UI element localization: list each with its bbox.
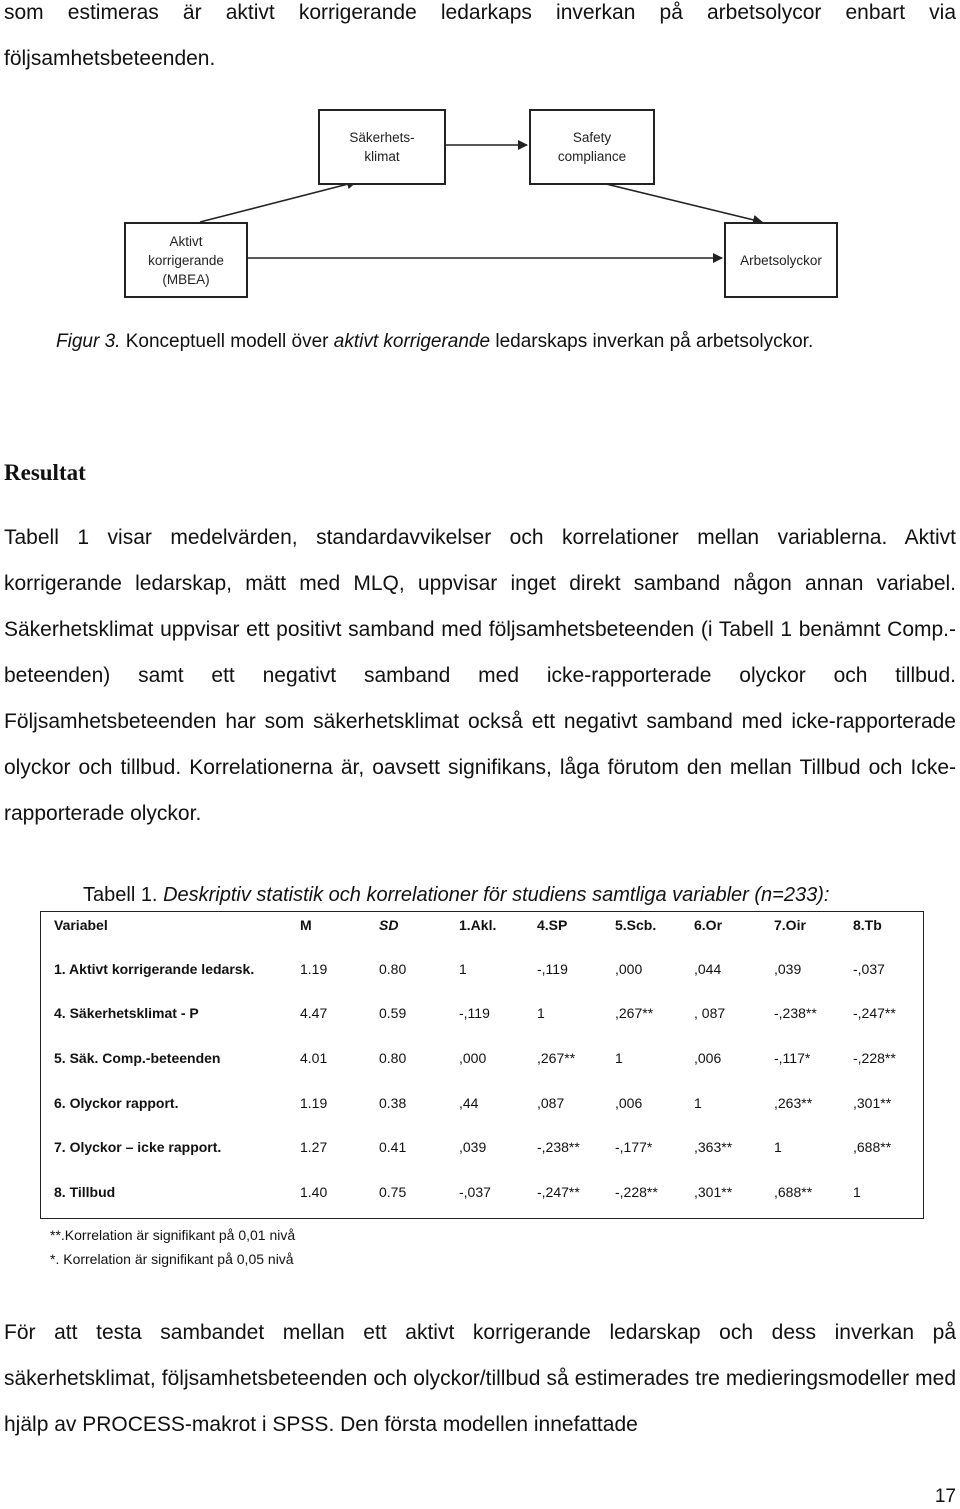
figure-caption [56,331,813,353]
table-cell: ,267** [615,1005,654,1021]
table-cell: ,044 [694,961,722,977]
figure-label: Figur 3. [56,331,121,352]
table-cell: ,006 [615,1095,643,1111]
table-cell: 1 [774,1139,782,1155]
caption-text-2: ledarskaps inverkan på arbetsolyckor. [490,331,814,352]
row-label-cell: 6. Olyckor rapport. [54,1095,179,1111]
table-cell: -,117* [774,1050,811,1066]
arrow-compliance-to-accidents [598,182,762,222]
results-paragraph: Tabell 1 visar medelvärden, standardavvikelser och korrelationer mellan variablerna. Aktivt korrigerande ledarskap, mätt med MLQ, uppvisar inget direkt samband någon annan variabel. Säkerhetsklimat uppvisar ett positivt samband med följsamhetsbeteenden (i Tabell 1 benämnt Comp.-beteenden) samt ett negativt samband med icke-rapporterade olyckor och tillbud. Följsamhetsbeteenden har som säkerhetsklimat också ett negativt samband med icke-rapporterade olyckor och tillbud. Korrelationerna är, oavsett signifikans, låga förutom den mellan Tillbud och Icke-rapporterade olyckor. [4,526,956,825]
header-cell: 8.Tb [853,917,882,933]
table-header-row [41,917,923,937]
caption-italic: aktivt korrigerande [333,331,491,352]
table-cell: ,44 [459,1095,479,1111]
table-cell: 0.80 [379,1050,407,1066]
table-cell: 1 [853,1184,861,1200]
table-cell: -,228** [853,1050,896,1066]
table-note: *. Korrelation är signifikant på 0,05 nivå [50,1251,294,1267]
table-cell: -,177* [615,1139,653,1155]
header-cell: 7.Oir [774,917,806,933]
table-cell: 0.59 [379,1005,407,1021]
table-cell: , 087 [694,1005,726,1021]
header-cell: Variabel [54,917,108,933]
node-safety-climate: Säkerhets- klimat [318,109,446,185]
table-cell: 1 [459,961,467,977]
table-row [41,1184,923,1204]
table-cell: 0.75 [379,1184,407,1200]
table-row [41,961,923,981]
table-cell: 0.80 [379,961,407,977]
row-label-cell: 7. Olyckor – icke rapport. [54,1139,222,1155]
table-cell: 0.41 [379,1139,407,1155]
table-cell: ,039 [459,1139,487,1155]
row-label-cell: 1. Aktivt korrigerande ledarsk. [54,961,255,977]
table-row [41,1050,923,1070]
table-cell: 1.19 [300,961,328,977]
table-cell: -,119 [537,961,568,977]
table-cell: ,267** [537,1050,576,1066]
page-number: 17 [934,1486,956,1507]
table-label: Tabell 1. [83,884,158,906]
table-cell: -,238** [774,1005,817,1021]
table-cell: -,247** [537,1184,580,1200]
table-cell: ,000 [615,961,643,977]
row-label-cell: 5. Säk. Comp.-beteenden [54,1050,221,1066]
table-cell: ,087 [537,1095,565,1111]
header-cell: SD [379,917,399,933]
table-note: **.Korrelation är signifikant på 0,01 nivå [50,1227,296,1243]
table-cell: ,688** [853,1139,892,1155]
table-cell: -,037 [459,1184,491,1200]
table-cell: 1 [537,1005,545,1021]
table-cell: ,263** [774,1095,813,1111]
stats-table [40,911,924,1219]
header-cell: 4.SP [537,917,568,933]
header-cell: 6.Or [694,917,723,933]
table-cell: -,119 [459,1005,490,1021]
table-cell: 1.40 [300,1184,328,1200]
table-cell: 1.27 [300,1139,328,1155]
table-cell: 1.19 [300,1095,328,1111]
table-cell: 4.47 [300,1005,328,1021]
table-cell: ,363** [694,1139,733,1155]
table-cell: 1 [694,1095,702,1111]
row-label-cell: 4. Säkerhetsklimat - P [54,1005,199,1021]
table-cell: -,228** [615,1184,658,1200]
table-row [41,1095,923,1115]
header-cell: 5.Scb. [615,917,657,933]
node-mbea: Aktivt korrigerande (MBEA) [124,222,248,298]
row-label-cell: 8. Tillbud [54,1184,116,1200]
table-cell: -,037 [853,961,885,977]
table-cell: 1 [615,1050,623,1066]
table-cell: ,000 [459,1050,487,1066]
table-row [41,1005,923,1025]
header-cell: M [300,917,312,933]
header-cell: 1.Akl. [459,917,497,933]
node-accidents: Arbetsolyckor [724,222,838,298]
caption-text-1: Konceptuell modell över [120,331,334,352]
table-cell: -,238** [537,1139,580,1155]
table-cell: ,301** [853,1095,892,1111]
table-title [83,884,829,907]
table-cell: -,247** [853,1005,896,1021]
table-cell: 4.01 [300,1050,328,1066]
table-cell: 0.38 [379,1095,407,1111]
table-cell: ,039 [774,961,802,977]
table-title-text: Deskriptiv statistik och korrelationer för studiens samtliga variabler (n=233): [163,884,830,906]
table-cell: ,688** [774,1184,813,1200]
table-cell: ,006 [694,1050,722,1066]
method-paragraph: För att testa sambandet mellan ett aktivt korrigerande ledarskap och dess inverkan på säkerhetsklimat, följsamhetsbeteenden och olyckor/tillbud så estimerades tre medieringsmodeller med hjälp av PROCESS-makrot i SPSS. Den första modellen innefattade [4,1321,956,1436]
node-safety-compliance: Safety compliance [529,109,655,185]
arrow-mbea-to-climate [200,182,356,222]
table-row [41,1139,923,1159]
intro-paragraph: som estimeras är aktivt korrigerande ledarkaps inverkan på arbetsolycor enbart via följsamhetsbeteenden. [4,1,956,70]
section-heading: Resultat [4,460,86,485]
table-cell: ,301** [694,1184,733,1200]
